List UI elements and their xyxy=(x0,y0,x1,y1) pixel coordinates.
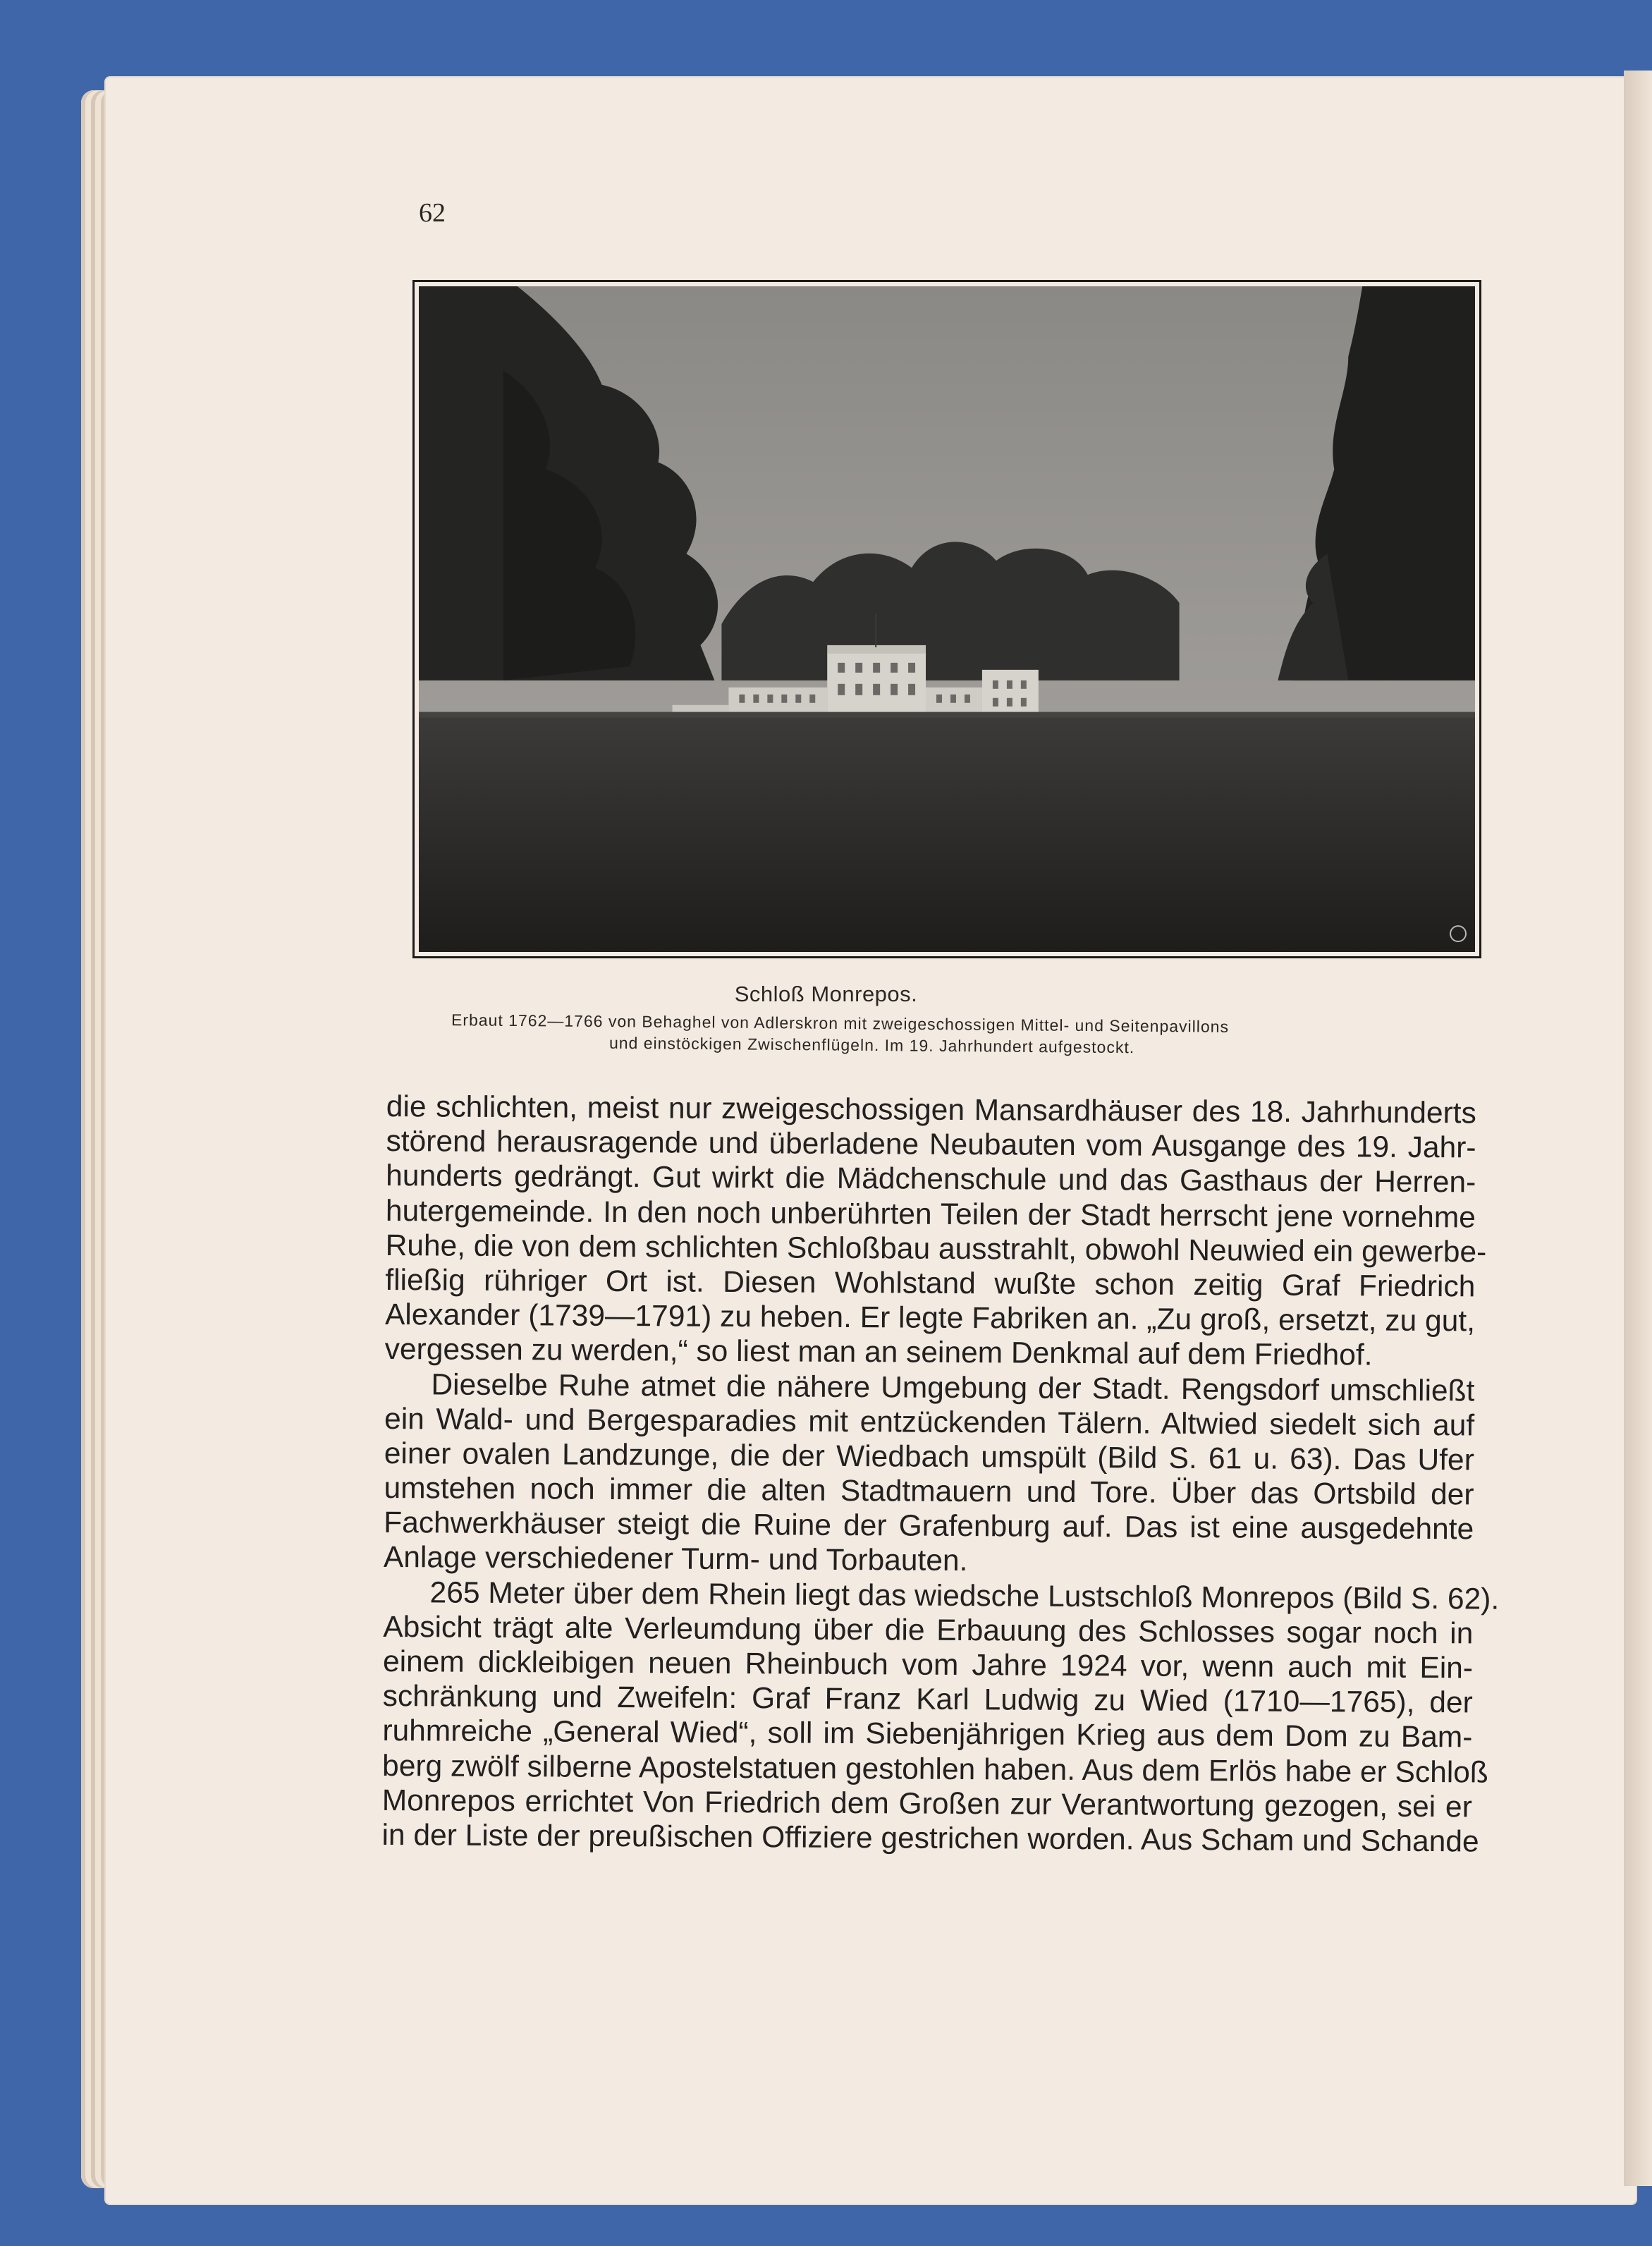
castle-photo-illustration xyxy=(419,286,1475,952)
text-line: Monrepos errichtet Von Friedrich dem Großen zur Verantwortung gezogen, sei er xyxy=(381,1783,1472,1824)
text-line: fließig rühriger Ort ist. Diesen Wohlstand wußte schon zeitig Graf Friedrich xyxy=(385,1263,1476,1304)
figure-caption-line-1: Erbaut 1762—1766 von Behaghel von Adlerskron mit zweigeschossigen Mittel- und Seitenpavillons xyxy=(451,1011,1230,1036)
text-line: Ruhe, die von dem schlichten Schloßbau ausstrahlt, obwohl Neuwied ein gewerbe- xyxy=(385,1228,1487,1269)
castle-photo xyxy=(419,286,1475,952)
text-line: 265 Meter über dem Rhein liegt das wiedsche Lustschloß Monrepos (Bild S. 62). xyxy=(429,1576,1500,1616)
text-line: Anlage verschiedener Turm- und Torbauten. xyxy=(383,1541,968,1578)
text-line: störend herausragende und überladene Neubauten vom Ausgange des 19. Jahr- xyxy=(386,1125,1476,1165)
text-line: Dieselbe Ruhe atmet die nähere Umgebung der Stadt. Rengsdorf umschließt xyxy=(431,1367,1475,1408)
text-line: berg zwölf silberne Apostelstatuen gestohlen haben. Aus dem Erlös habe er Schloß xyxy=(381,1749,1489,1790)
text-line: ein Wald- und Bergesparadies mit entzückenden Tälern. Altwied siedelt sich auf xyxy=(384,1402,1475,1443)
figure-title: Schloß Monrepos. xyxy=(734,982,918,1006)
text-line: hunderts gedrängt. Gut wirkt die Mädchenschule und das Gasthaus der Herren- xyxy=(386,1159,1476,1200)
text-line: Absicht trägt alte Verleumdung über die Erbauung des Schlosses sogar noch in xyxy=(383,1610,1474,1651)
text-line: schränkung und Zweifeln: Graf Franz Karl Ludwig zu Wied (1710—1765), der xyxy=(382,1680,1473,1720)
text-line: in der Liste der preußischen Offiziere gestrichen worden. Aus Scham und Schande xyxy=(381,1818,1479,1859)
text-line: umstehen noch immer die alten Stadtmauern und Tore. Über das Ortsbild der xyxy=(384,1472,1474,1512)
text-line: Fachwerkhäuser steigt die Ruine der Grafenburg auf. Das ist eine ausgedehnte xyxy=(384,1506,1474,1546)
text-line: Alexander (1739—1791) zu heben. Er legte Fabriken an. „Zu groß, ersetzt, zu gut, xyxy=(384,1298,1476,1338)
text-line: hutergemeinde. In den noch unberührten Teilen der Stadt herrscht jene vornehme xyxy=(385,1194,1476,1235)
text-line: vergessen zu werden,“ so liest man an seinem Denkmal auf dem Friedhof. xyxy=(384,1333,1373,1372)
text-line: einer ovalen Landzunge, die der Wiedbach umspült (Bild S. 61 u. 63). Das Ufer xyxy=(384,1436,1474,1477)
text-line: einem dickleibigen neuen Rheinbuch vom Jahre 1924 vor, wenn auch mit Ein- xyxy=(382,1644,1474,1685)
page-number: 62 xyxy=(419,198,446,228)
text-line: die schlichten, meist nur zweigeschossigen Mansardhäuser des 18. Jahrhunderts xyxy=(386,1090,1476,1130)
text-line: ruhmreiche „General Wied“, soll im Siebenjährigen Krieg aus dem Dom zu Bam- xyxy=(382,1714,1473,1754)
facing-page-edge xyxy=(1624,71,1652,2186)
figure-caption-line-2: und einstöckigen Zwischenflügeln. Im 19. Jahrhundert aufgestockt. xyxy=(608,1033,1135,1057)
photo-frame xyxy=(412,280,1481,958)
body-text xyxy=(381,1090,1500,1860)
